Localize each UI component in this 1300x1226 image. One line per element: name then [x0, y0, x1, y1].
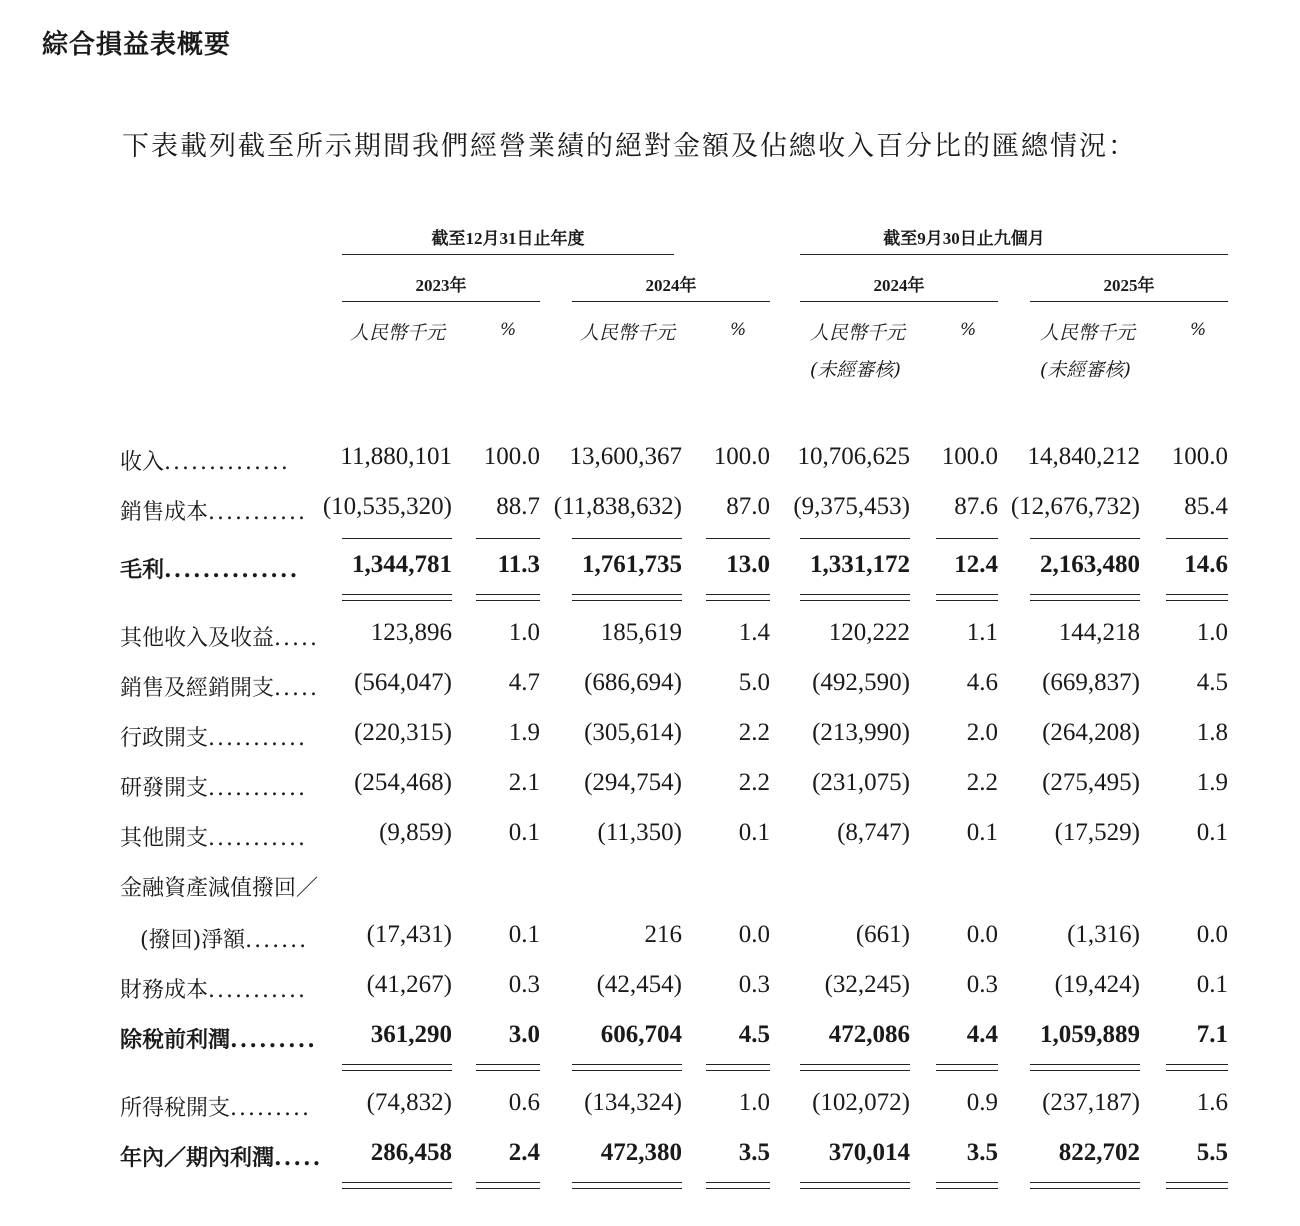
rule-line — [342, 594, 452, 595]
row-label — [120, 671, 319, 702]
row-label-text: 行政開支 — [120, 726, 209, 751]
amount-cell: (661) — [855, 921, 910, 948]
amount-cell: 361,290 — [370, 1021, 452, 1048]
percent-cell: 1.1 — [966, 619, 998, 646]
percent-cell: 1.9 — [1196, 769, 1228, 796]
amount-cell: 1,331,172 — [810, 551, 910, 578]
rule-line — [936, 600, 998, 601]
amount-cell: (294,754) — [584, 769, 682, 796]
percent-cell: 87.0 — [726, 493, 770, 520]
rule-line — [936, 1188, 998, 1189]
rule-line — [936, 538, 998, 539]
row-label — [120, 1091, 311, 1122]
rule-line — [936, 1182, 998, 1183]
percent-cell: 100.0 — [713, 443, 770, 470]
rule-line — [572, 538, 682, 539]
percent-cell: 0.0 — [1196, 921, 1228, 948]
intro-paragraph: 下表載列截至所示期間我們經營業績的絕對金額及佔總收入百分比的匯總情況： — [122, 131, 1137, 162]
percent-cell: 0.1 — [1196, 819, 1228, 846]
leader-dots: ..... — [274, 626, 319, 651]
amount-cell: (213,990) — [812, 719, 910, 746]
amount-cell: 472,380 — [600, 1139, 682, 1166]
rule-line — [342, 1064, 452, 1065]
percent-cell: 4.4 — [966, 1021, 998, 1048]
percent-cell: 85.4 — [1184, 493, 1228, 520]
percent-cell: 88.7 — [496, 493, 540, 520]
percent-cell: 2.2 — [966, 769, 998, 796]
rule-line — [572, 1182, 682, 1183]
amount-cell: 822,702 — [1058, 1139, 1140, 1166]
rule-line — [1166, 600, 1228, 601]
percent-cell: 87.6 — [954, 493, 998, 520]
row-label-text: 收入 — [120, 450, 165, 475]
amount-cell: 14,840,212 — [1027, 443, 1140, 470]
row-label — [120, 1023, 317, 1054]
rule-line — [1030, 538, 1140, 539]
amount-cell: (11,838,632) — [553, 493, 682, 520]
rule-line — [1166, 594, 1228, 595]
rule-line — [800, 1064, 910, 1065]
amount-cell: 370,014 — [828, 1139, 910, 1166]
percent-cell: 3.0 — [508, 1021, 540, 1048]
amount-cell: (12,676,732) — [1010, 493, 1140, 520]
amount-cell: (254,468) — [354, 769, 452, 796]
row-label-text: 其他收入及收益 — [120, 626, 275, 651]
rule-line — [800, 1070, 910, 1071]
percent-label: % — [500, 320, 517, 340]
amount-cell: (686,694) — [584, 669, 682, 696]
percent-cell: 5.0 — [738, 669, 770, 696]
leader-dots: ......... — [230, 1096, 311, 1121]
amount-cell: 13,600,367 — [569, 443, 682, 470]
leader-dots: ..... — [274, 676, 319, 701]
rule-line — [706, 1188, 770, 1189]
row-label-text: 金融資產減值撥回／ — [120, 876, 319, 901]
percent-label: % — [730, 320, 747, 340]
rule-line — [1030, 1188, 1140, 1189]
rule-line — [342, 600, 452, 601]
amount-cell: 144,218 — [1058, 619, 1140, 646]
leader-dots: ......... — [230, 1027, 317, 1053]
percent-cell: 3.5 — [966, 1139, 998, 1166]
leader-dots: ..... — [274, 1145, 323, 1171]
rule-line — [572, 1064, 682, 1065]
amount-cell: (669,837) — [1042, 669, 1140, 696]
year-header-2025-9m: 2025年 — [1103, 276, 1155, 295]
amount-cell: (237,187) — [1042, 1089, 1140, 1116]
rule-line — [1030, 1182, 1140, 1183]
amount-cell: 120,222 — [828, 619, 910, 646]
percent-label: % — [1190, 320, 1207, 340]
rule-line — [1166, 538, 1228, 539]
divider — [342, 301, 540, 302]
amount-cell: 10,706,625 — [797, 443, 910, 470]
percent-cell: 4.5 — [738, 1021, 770, 1048]
amount-cell: (19,424) — [1054, 971, 1140, 998]
page-title: 綜合損益表概要 — [42, 30, 232, 60]
rule-line — [1030, 1070, 1140, 1071]
amount-cell: 185,619 — [600, 619, 682, 646]
percent-cell: 100.0 — [1171, 443, 1228, 470]
rule-line — [800, 1188, 910, 1189]
row-label-text: 研發開支 — [120, 776, 209, 801]
percent-cell: 7.1 — [1196, 1021, 1228, 1048]
rule-line — [572, 594, 682, 595]
percent-cell: 14.6 — [1184, 551, 1228, 578]
amount-cell: (11,350) — [597, 819, 682, 846]
row-label-text: 其他開支 — [120, 826, 209, 851]
leader-dots: ....... — [245, 928, 309, 953]
row-label — [120, 445, 290, 476]
rule-line — [1030, 1064, 1140, 1065]
leader-dots: .............. — [164, 450, 290, 475]
amount-cell: (41,267) — [366, 971, 452, 998]
percent-cell: 3.5 — [738, 1139, 770, 1166]
percent-cell: 0.3 — [508, 971, 540, 998]
amount-cell: (10,535,320) — [322, 493, 452, 520]
rule-line — [476, 600, 540, 601]
rule-line — [1030, 594, 1140, 595]
amount-cell: (42,454) — [596, 971, 682, 998]
row-label — [120, 495, 307, 526]
amount-cell: 216 — [644, 921, 682, 948]
amount-cell: (1,316) — [1067, 921, 1140, 948]
group-header-nine-months: 截至9月30日止九個月 — [883, 229, 1045, 248]
rule-line — [572, 1188, 682, 1189]
percent-cell: 4.5 — [1196, 669, 1228, 696]
amount-cell: 472,086 — [828, 1021, 910, 1048]
row-label — [120, 871, 318, 902]
percent-cell: 0.1 — [966, 819, 998, 846]
percent-cell: 11.3 — [497, 551, 540, 578]
unit-label: 人民幣千元 — [810, 322, 906, 344]
percent-cell: 0.1 — [738, 819, 770, 846]
percent-cell: 0.3 — [738, 971, 770, 998]
rule-line — [476, 594, 540, 595]
year-header-2024: 2024年 — [645, 276, 697, 295]
rule-line — [706, 1064, 770, 1065]
percent-cell: 0.0 — [966, 921, 998, 948]
leader-dots: ........... — [208, 726, 307, 751]
rule-line — [476, 1064, 540, 1065]
percent-cell: 5.5 — [1196, 1139, 1228, 1166]
percent-cell: 4.6 — [966, 669, 998, 696]
rule-line — [476, 1182, 540, 1183]
amount-cell: (17,431) — [366, 921, 452, 948]
percent-cell: 0.1 — [508, 819, 540, 846]
amount-cell: 11,880,101 — [340, 443, 452, 470]
rule-line — [342, 538, 452, 539]
amount-cell: (231,075) — [812, 769, 910, 796]
row-label-text: 銷售及經銷開支 — [120, 676, 275, 701]
rule-line — [476, 1188, 540, 1189]
rule-line — [800, 600, 910, 601]
amount-cell: 606,704 — [600, 1021, 682, 1048]
row-label — [120, 1141, 322, 1172]
amount-cell: 1,344,781 — [352, 551, 452, 578]
rule-line — [706, 594, 770, 595]
row-label-text: 毛利 — [120, 557, 165, 583]
percent-cell: 2.2 — [738, 769, 770, 796]
amount-cell: (17,529) — [1054, 819, 1140, 846]
percent-cell: 0.9 — [966, 1089, 998, 1116]
rule-line — [706, 1070, 770, 1071]
rule-line — [572, 600, 682, 601]
amount-cell: 1,761,735 — [582, 551, 682, 578]
percent-cell: 1.9 — [508, 719, 540, 746]
divider — [800, 254, 1228, 255]
percent-cell: 0.3 — [966, 971, 998, 998]
percent-cell: 12.4 — [954, 551, 998, 578]
percent-cell: 2.0 — [966, 719, 998, 746]
percent-cell: 100.0 — [483, 443, 540, 470]
percent-cell: 2.4 — [508, 1139, 540, 1166]
unaudited-label: (未經審核) — [810, 359, 901, 381]
rule-line — [572, 1070, 682, 1071]
rule-line — [342, 1182, 452, 1183]
leader-dots: .............. — [164, 557, 300, 583]
rule-line — [800, 1182, 910, 1183]
row-label-text: 銷售成本 — [120, 500, 209, 525]
amount-cell: (8,747) — [837, 819, 910, 846]
row-label-text: 財務成本 — [120, 978, 209, 1003]
amount-cell: 2,163,480 — [1040, 551, 1140, 578]
percent-cell: 0.1 — [1196, 971, 1228, 998]
amount-cell: (275,495) — [1042, 769, 1140, 796]
row-label-text: (撥回)淨額 — [140, 928, 246, 953]
amount-cell: (564,047) — [354, 669, 452, 696]
divider — [572, 301, 770, 302]
rule-line — [706, 600, 770, 601]
row-label — [120, 621, 319, 652]
rule-line — [800, 538, 910, 539]
percent-cell: 100.0 — [941, 443, 998, 470]
year-header-2023: 2023年 — [415, 276, 467, 295]
rule-line — [1166, 1064, 1228, 1065]
percent-cell: 1.0 — [738, 1089, 770, 1116]
divider — [342, 254, 674, 255]
amount-cell: (264,208) — [1042, 719, 1140, 746]
row-label — [120, 771, 307, 802]
amount-cell: (9,859) — [379, 819, 452, 846]
row-label-text: 年內／期內利潤 — [120, 1145, 275, 1171]
amount-cell: (492,590) — [812, 669, 910, 696]
leader-dots: ........... — [208, 826, 307, 851]
rule-line — [1166, 1188, 1228, 1189]
amount-cell: (74,832) — [366, 1089, 452, 1116]
group-header-annual: 截至12月31日止年度 — [431, 229, 585, 248]
amount-cell: 286,458 — [370, 1139, 452, 1166]
rule-line — [342, 1188, 452, 1189]
row-label — [140, 923, 308, 954]
year-header-2024-9m: 2024年 — [873, 276, 925, 295]
amount-cell: (9,375,453) — [793, 493, 910, 520]
percent-cell: 4.7 — [508, 669, 540, 696]
percent-cell: 1.0 — [1196, 619, 1228, 646]
percent-label: % — [960, 320, 977, 340]
row-label-text: 所得稅開支 — [120, 1096, 231, 1121]
rule-line — [800, 594, 910, 595]
percent-cell: 1.6 — [1196, 1089, 1228, 1116]
leader-dots: ........... — [208, 978, 307, 1003]
rule-line — [706, 538, 770, 539]
rule-line — [1166, 1070, 1228, 1071]
percent-cell: 0.6 — [508, 1089, 540, 1116]
rule-line — [706, 1182, 770, 1183]
percent-cell: 1.0 — [508, 619, 540, 646]
divider — [800, 301, 998, 302]
rule-line — [476, 1070, 540, 1071]
amount-cell: (102,072) — [812, 1089, 910, 1116]
amount-cell: (32,245) — [824, 971, 910, 998]
percent-cell: 2.2 — [738, 719, 770, 746]
amount-cell: 123,896 — [370, 619, 452, 646]
percent-cell: 1.4 — [738, 619, 770, 646]
unaudited-label: (未經審核) — [1040, 359, 1131, 381]
percent-cell: 0.1 — [508, 921, 540, 948]
percent-cell: 13.0 — [726, 551, 770, 578]
rule-line — [936, 1064, 998, 1065]
row-label — [120, 821, 307, 852]
leader-dots: ........... — [208, 500, 307, 525]
amount-cell: (305,614) — [584, 719, 682, 746]
row-label — [120, 721, 307, 752]
percent-cell: 2.1 — [508, 769, 540, 796]
rule-line — [936, 1070, 998, 1071]
amount-cell: 1,059,889 — [1040, 1021, 1140, 1048]
unit-label: 人民幣千元 — [350, 322, 446, 344]
rule-line — [936, 594, 998, 595]
amount-cell: (220,315) — [354, 719, 452, 746]
row-label — [120, 553, 299, 584]
unit-label: 人民幣千元 — [1040, 322, 1136, 344]
rule-line — [476, 538, 540, 539]
unit-label: 人民幣千元 — [580, 322, 676, 344]
rule-line — [342, 1070, 452, 1071]
row-label-text: 除稅前利潤 — [120, 1027, 231, 1053]
row-label — [120, 973, 307, 1004]
amount-cell: (134,324) — [584, 1089, 682, 1116]
leader-dots: ........... — [208, 776, 307, 801]
percent-cell: 0.0 — [738, 921, 770, 948]
divider — [1030, 301, 1228, 302]
rule-line — [1166, 1182, 1228, 1183]
percent-cell: 1.8 — [1196, 719, 1228, 746]
rule-line — [1030, 600, 1140, 601]
